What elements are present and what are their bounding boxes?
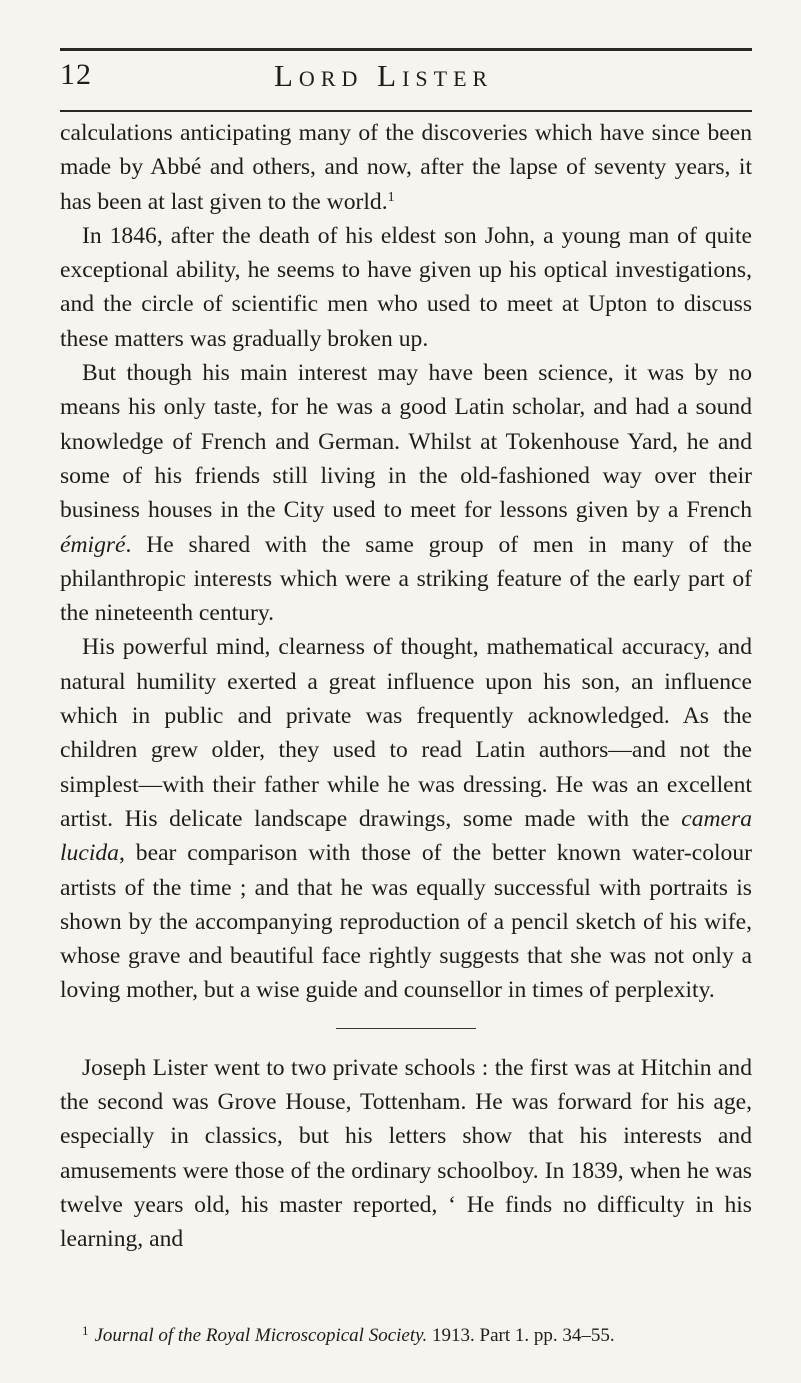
paragraph-3-italic: émigré (60, 531, 126, 558)
paragraph-2: In 1846, after the death of his eldest son John, a young man of quite exceptional ability, he seems to have given up his optical investigations, and the circle of scientific men who used to meet at Upton to discuss these matters was gradually broken up. (60, 222, 752, 352)
paragraph-3-text-a: But though his main interest may have been science, it was by no means his only taste, for he was a good Latin scholar, and had a sound knowledge of French and German. Whilst at Tokenhouse Yard, he and some of his friends still living in the old-fashioned way over their business houses in the City used to meet for lessons given by a French (60, 360, 752, 524)
paragraph-4-text-b: , bear comparison with those of the better known water-colour artists of the time ; and that he was equally successful with portraits is shown by the accompanying reproduction of a pencil sketch of his wife, whose grave and beautiful face rightly suggests that she was not only a loving mother, but a wise guide and counsellor in times of perplexity. (60, 840, 752, 1004)
footnote-marker: 1 (82, 1323, 89, 1338)
body-text (60, 116, 752, 1257)
footnote (60, 1318, 752, 1349)
paragraph-1 (60, 116, 752, 219)
section-break-rule (336, 1028, 476, 1029)
running-head: Lord Lister (274, 58, 494, 93)
paragraph-4-italic: camera lucida (60, 805, 752, 867)
page-number: 12 (60, 58, 92, 91)
paragraph-5: Joseph Lister went to two private schools : the first was at Hitchin and the second was Grove House, Tottenham. He was forward for his age, especially in classics, but his letters show that his interests and amusements were those of the ordinary schoolboy. In 1839, when he was twelve years old, his master reported, ‘ He finds no difficulty in his learning, and (60, 1054, 752, 1253)
paragraph-4-text-a: His powerful mind, clearness of thought, mathematical accuracy, and natural humility exerted a great influence upon his son, an influence which in public and private was frequently acknowledged. As the children grew older, they used to read Latin authors—and not the simplest—with their father while he was dressing. He was an excellent artist. His delicate landscape drawings, some made with the (60, 634, 752, 832)
paragraph-1-text: calculations anticipating many of the discoveries which have since been made by Abbé and others, and now, after the lapse of seventy years, it has been at last given to the world. (60, 120, 752, 215)
footnote-reference: 1 (387, 189, 395, 205)
paragraph-3 (60, 356, 752, 630)
top-rule (60, 48, 752, 51)
paragraph-3-text-b: . He shared with the same group of men in many of the philanthropic interests which were a striking feature of the early part of the nineteenth century. (60, 531, 752, 627)
paragraph-4 (60, 630, 752, 1007)
footnote-journal: Journal of the Royal Microscopical Society. (94, 1325, 428, 1346)
header-rule (60, 110, 752, 112)
footnote-details: 1913. Part 1. pp. 34–55. (427, 1325, 615, 1346)
